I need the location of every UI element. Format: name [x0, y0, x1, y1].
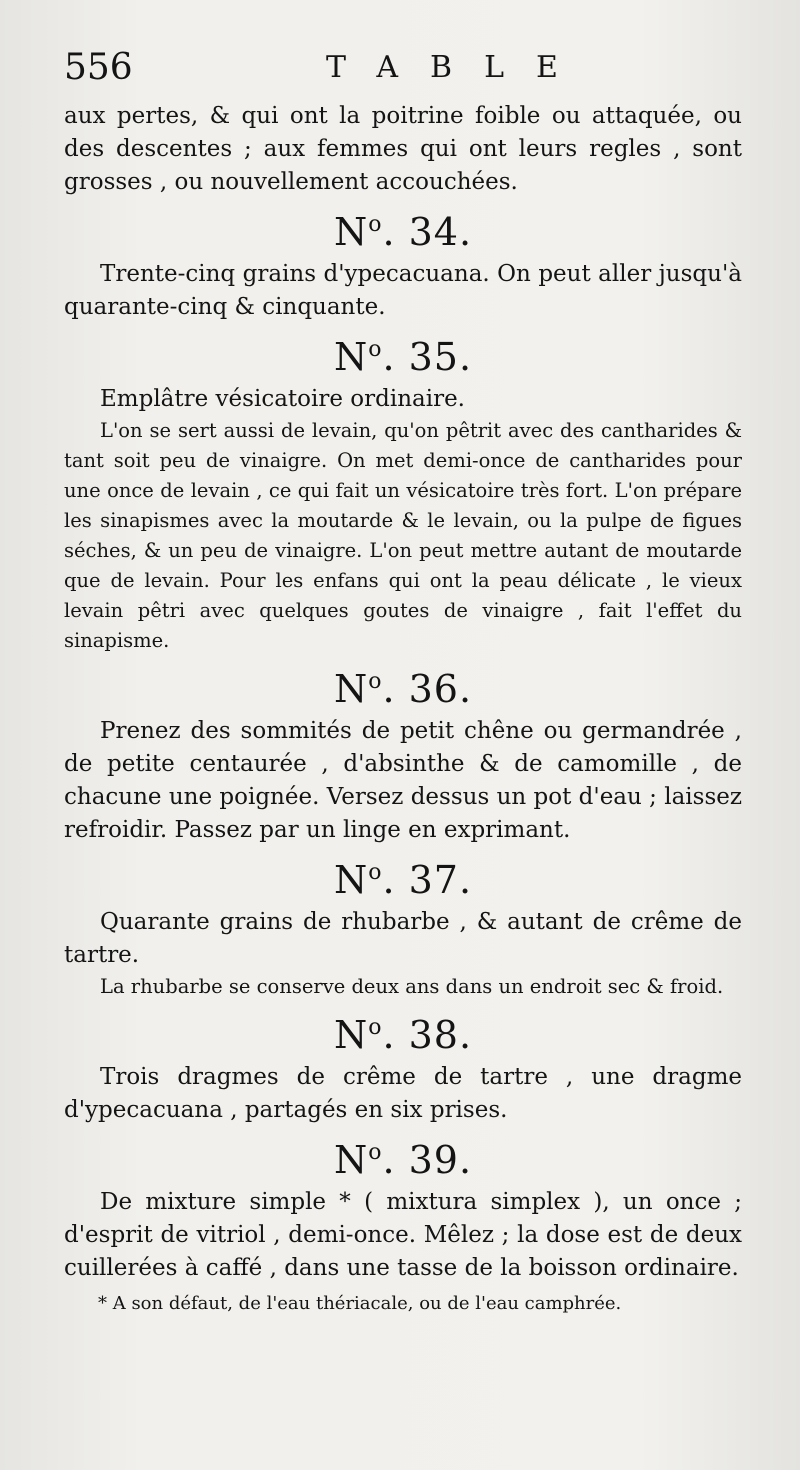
entry-38-text: Trois dragmes de crême de tartre , une dragme d'ypecacuana , partagés en six prises. [64, 1064, 742, 1123]
entry-number-34: $N^o$. 34. [333, 210, 473, 254]
entry-39-text: De mixture simple * ( mixtura simplex ), un once ; d'esprit de vitriol , demi-once. Mêlez ; la dose est de deux cuillerées à caffé , dans une tasse de la boisson ordinaire. [64, 1189, 742, 1281]
entry-36-text: Prenez des sommités de petit chêne ou germandrée , de petite centaurée , d'absinthe & de camomille , de chacune une poignée. Versez dessus un pot d'eau ; laissez refroidir. Passez par un linge en exprimant. [64, 718, 742, 843]
continuation-paragraph: aux pertes, & qui ont la poitrine foible ou attaquée, ou des descentes ; aux femmes qui ont leurs regles , sont grosses , ou nouvellement accouchées. [64, 103, 742, 195]
entry-number-39: $N^o$. 39. [333, 1138, 473, 1182]
entry-35-text: Emplâtre vésicatoire ordinaire. [100, 386, 465, 412]
entry-number-35: $N^o$. 35. [333, 335, 473, 379]
page-header [64, 46, 784, 90]
entry-37-text: Quarante grains de rhubarbe , & autant de crême de tartre. [64, 909, 742, 968]
entry-number-37: $N^o$. 37. [333, 858, 473, 902]
entry-37-note: La rhubarbe se conserve deux ans dans un endroit sec & froid. [100, 975, 724, 998]
entry-number-36: $N^o$. 36. [333, 667, 473, 711]
page-number: 556 [64, 47, 133, 88]
footnote: * A son défaut, de l'eau thériacale, ou de l'eau camphrée. [98, 1293, 622, 1314]
entry-34-text: Trente-cinq grains d'ypecacuana. On peut aller jusqu'à quarante-cinq & cinquante. [64, 261, 742, 320]
entry-35-note: L'on se sert aussi de levain, qu'on pêtrit avec des cantharides & tant soit peu de vinaigre. On met demi-once de cantharides pour une once de levain , ce qui fait un vésicatoire très fort. L'on prépare les sinapismes avec la moutarde & le levain, ou la pulpe de figues séches, & un peu de vinaigre. L'on peut mettre autant de moutarde que de levain. Pour les enfans qui ont la peau délicate , le vieux levain pêtri avec quelques goutes de vinaigre , fait l'effet du sinapisme. [64, 419, 742, 652]
running-title: TABLE [326, 50, 590, 85]
entry-number-38: $N^o$. 38. [333, 1013, 473, 1057]
body-text [64, 100, 742, 1319]
